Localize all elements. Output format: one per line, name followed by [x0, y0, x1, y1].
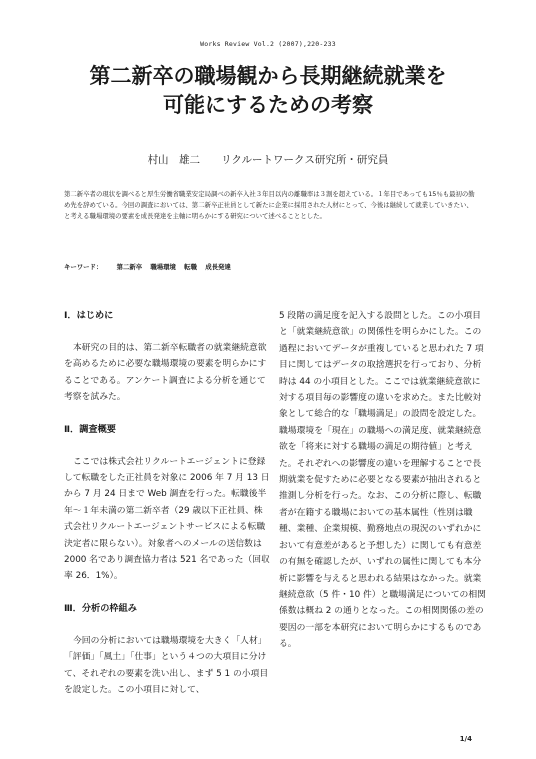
- section-heading-introduction: Ⅰ．はじめに: [64, 310, 114, 321]
- body-paragraph: 今回の分析においては職場環境を大きく「人材」「評価」「風土」「仕事」という４つの大項目に分けて、それぞれの要素を洗い出し、まず 5 1 の小項目を設定した。この小項目に対して、: [64, 635, 269, 696]
- body-paragraph: ここでは株式会社リクルートエージェントに登録して転職をした正社員を対象に 2006 年 7 月 13 日から 7 月 24 日まで Web 調査を行った。転職後半年～１年未満の第二新卒者（29 歳以下正社員、株式会社リクルートエージェントサービスによる転職決定者に限らない）。対象者へのメールの送信数は 2000 名であり調査協力者は 521 名であった（回収率 26．1%）。: [64, 456, 270, 582]
- title-line-1: 第二新卒の職場観から長期継続就業を: [89, 64, 447, 88]
- page-number: 1/4: [459, 735, 472, 743]
- left-column: [64, 308, 270, 699]
- body-paragraph: 5 段階の満足度を記入する設問とした。この小項目と「就業継続意欲」の関係性を明らかにした。この過程においてデータが重複していると思われた 7 項目に関してはデータの取捨選択を行っており、分析時は 44 の小項目とした。ここでは就業継続意欲に対する項目毎の影響度の違いを求めた。また比較対象として総合的な「職場満足」の設問を設定した。職場環境を「現在」の職場への満足度、就業継続意欲を「将来に対する職場の満足の期待値」と考えた。それぞれへの影響度の違いを理解することで長期就業を促すために必要となる要素が抽出されると推測し分析を行った。なお、この分析に際し、転職者が在籍する職場においての基本属性（性別は職種、業種、企業規模、勤務地点の現況のいずれかにおいて有意差があると予想した）に関しても有意差の有無を確認したが、いずれの属性に関しても本分析に影響を与えると思われる結果はなかった。就業継続意欲（5 件・10 件）と職場満足についての相関係数は概ね 2 の通りとなった。この相関関係の差の要因の一部を本研究において明らかにするものである。: [279, 311, 486, 650]
- author-line: [0, 152, 536, 167]
- keyword-item: 転職: [184, 263, 197, 271]
- keyword-item: 職場環境: [150, 263, 176, 271]
- keywords-label: キーワード：: [64, 263, 103, 271]
- abstract: 第二新卒者の現状を調べると厚生労働省職業安定局調べの新卒入社３年目以内の離職率は３割を超えている。１年目であっても15％も最初の勤め先を辞めている。今回の調査においては、第二新卒正社員として新たに企業に採用された人材にとって、今後は継続して就業していきたい、と考える職場環境の要素を成長発達を主軸に明らかにする研究について述べることとした。: [64, 190, 475, 220]
- section-heading-framework: Ⅲ．分析の枠組み: [64, 602, 137, 614]
- body-paragraph: 本研究の目的は、第二新卒転職者の就業継続意欲を高めるために必要な職場環境の要素を明らかにすることである。アンケート調査による分析を通じて考察を試みた。: [64, 343, 267, 403]
- title-line-2: 可能にするための考察: [163, 93, 373, 117]
- section-heading-survey: Ⅱ．調査概要: [64, 423, 116, 435]
- keyword-item: 第二新卒: [116, 263, 143, 271]
- journal-header: Works Review Vol.2 (2007),220-233: [200, 40, 336, 48]
- author-affiliation: リクルートワークス研究所・研究員: [221, 154, 389, 166]
- right-column: [279, 308, 487, 653]
- author-name: 村山 雄二: [147, 154, 201, 166]
- keyword-item: 成長発達: [205, 263, 231, 271]
- paper-title: [40, 62, 496, 120]
- keywords: [64, 262, 476, 271]
